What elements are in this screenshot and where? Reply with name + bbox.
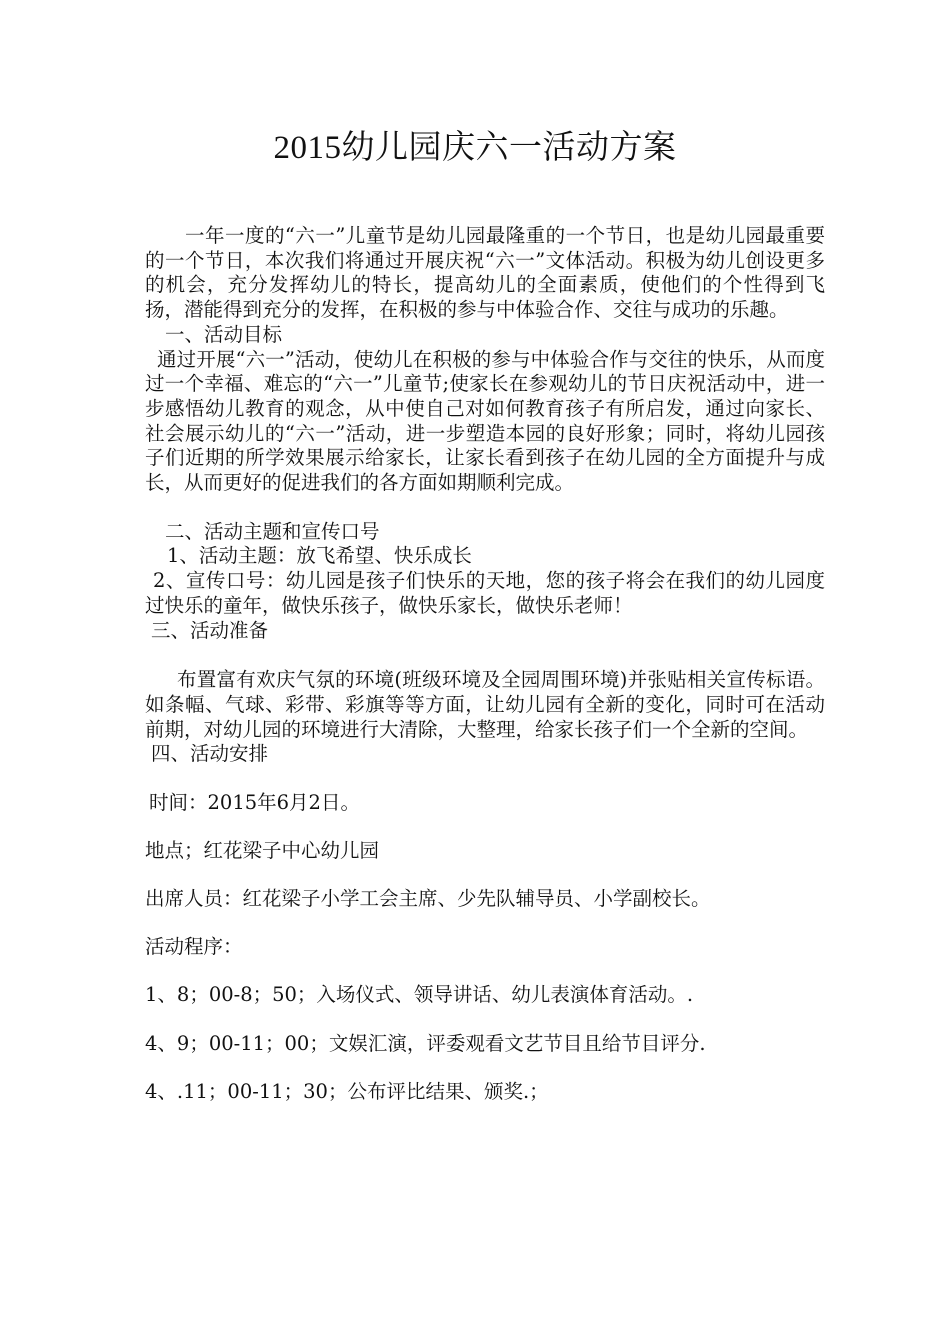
section-heading-theme: 二、活动主题和宣传口号 (165, 519, 380, 543)
preparation-paragraph: 布置富有欢庆气氛的环境(班级环境及全园周围环境)并张贴相关宣传标语。如条幅、气球、彩带、彩旗等等方面，让幼儿园有全新的变化，同时可在活动前期，对幼儿园的环境进行大清除，大整理，给家长孩子们一个全新的空间。 (145, 668, 825, 741)
schedule-place: 地点；红花梁子中心幼儿园 (145, 838, 380, 862)
section-heading-schedule: 四、活动安排 (151, 742, 269, 766)
section-heading-goals: 一、活动目标 (165, 322, 283, 346)
intro-paragraph: 一年一度的“六一”儿童节是幼儿园最隆重的一个节日，也是幼儿园最重要的一个节日，本次我们将通过开展庆祝“六一”文体活动。积极为幼儿创设更多的机会，充分发挥幼儿的特长，提高幼儿的全面素质，使他们的个性得到飞扬，潜能得到充分的发挥，在积极的参与中体验合作、交往与成功的乐趣。 (145, 224, 825, 322)
slogan-paragraph: 2、宣传口号：幼儿园是孩子们快乐的天地，您的孩子将会在我们的幼儿园度过快乐的童年，做快乐孩子，做快乐家长，做快乐老师！ (145, 569, 825, 617)
program-item: 4、9；00-11；00；文娱汇演，评委观看文艺节目且给节目评分. (145, 1031, 706, 1055)
document-body (145, 224, 825, 1104)
schedule-program-label: 活动程序： (145, 935, 243, 959)
schedule-attendees: 出席人员：红花梁子小学工会主席、少先队辅导员、小学副校长。 (145, 886, 711, 910)
document-title: 2015幼儿园庆六一活动方案 (273, 130, 677, 166)
program-item: 1、8；00-8；50；入场仪式、领导讲话、幼儿表演体育活动。. (145, 983, 694, 1007)
section-heading-preparation: 三、活动准备 (151, 618, 269, 642)
program-item: 4、.11；00-11；30；公布评比结果、颁奖.； (145, 1079, 549, 1103)
schedule-time: 时间：2015年6月2日。 (149, 790, 360, 814)
goals-paragraph: 通过开展“六一”活动，使幼儿在积极的参与中体验合作与交往的快乐，从而度过一个幸福、难忘的“六一”儿童节;使家长在参观幼儿的节日庆祝活动中，进一步感悟幼儿教育的观念，从中使自己对如何教育孩子有所启发，通过向家长、社会展示幼儿的“六一”活动，进一步塑造本园的良好形象；同时，将幼儿园孩子们近期的所学效果展示给家长，让家长看到孩子在幼儿园的全方面提升与成长，从而更好的促进我们的各方面如期顺利完成。 (145, 347, 825, 495)
theme-line: 1、活动主题：放飞希望、快乐成长 (167, 544, 472, 568)
